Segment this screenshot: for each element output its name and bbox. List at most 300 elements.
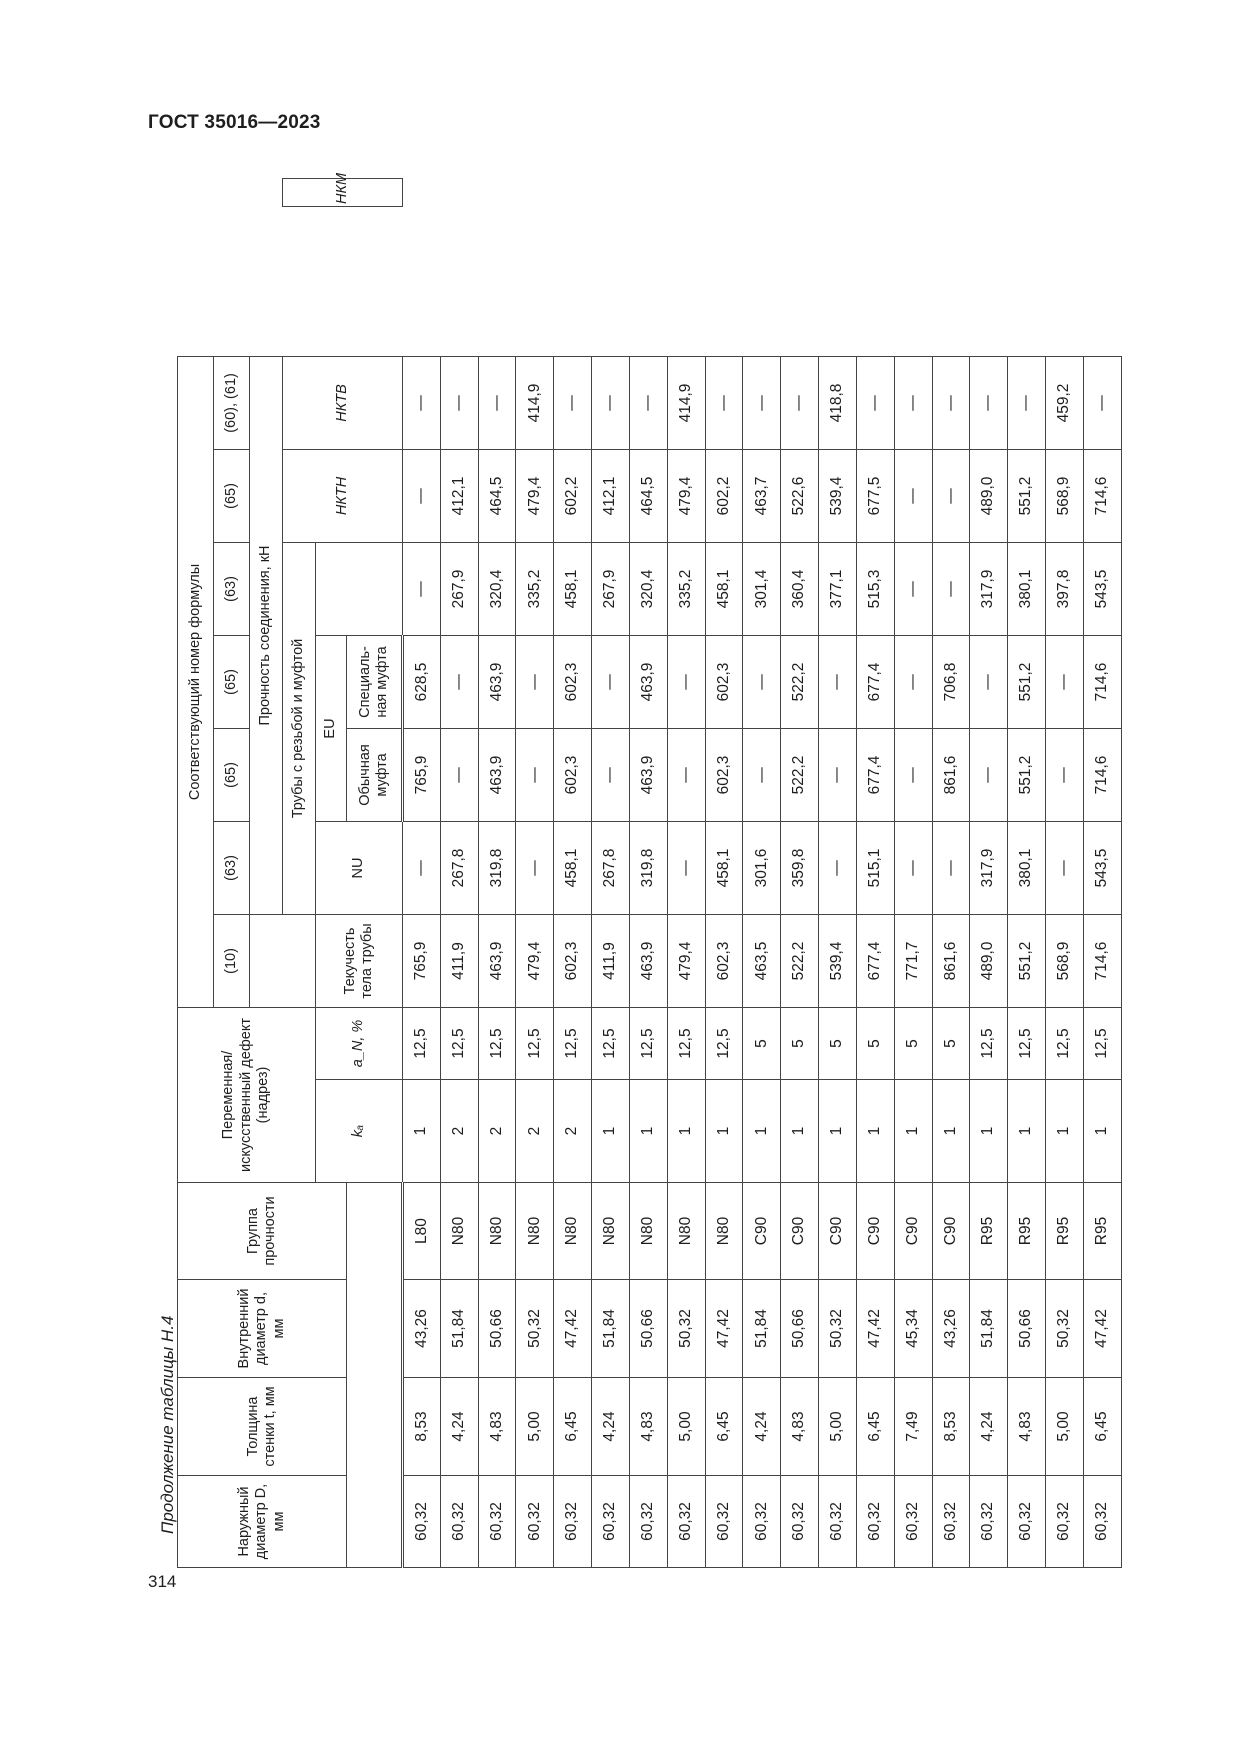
cell-nktn: 543,5 <box>1083 542 1121 635</box>
cell-wall-thickness: 4,83 <box>478 1378 516 1476</box>
row-margin <box>478 206 516 356</box>
cell-nu: — <box>894 821 932 914</box>
cell-inner-diameter: 50,66 <box>478 1280 516 1378</box>
cell-nktn: 317,9 <box>970 542 1008 635</box>
cell-eu-special: 602,3 <box>554 635 592 728</box>
cell-body-yield: 677,4 <box>856 914 894 1007</box>
cell-nu: 543,5 <box>1083 821 1121 914</box>
cell-eu-regular: 602,3 <box>554 728 592 821</box>
cell-body-yield: 568,9 <box>1046 914 1084 1007</box>
header-nu: NU <box>315 821 402 914</box>
cell-wall-thickness: 6,45 <box>554 1378 592 1476</box>
cell-wall-thickness: 4,83 <box>629 1378 667 1476</box>
cell-nktv: 522,6 <box>781 449 819 542</box>
cell-strength-group: C90 <box>856 1183 894 1280</box>
row-margin <box>1083 206 1121 356</box>
cell-nu: 267,8 <box>440 821 478 914</box>
cell-nu: 319,8 <box>478 821 516 914</box>
row-margin <box>1046 206 1084 356</box>
cell-eu-special: — <box>743 635 781 728</box>
row-margin <box>970 206 1008 356</box>
cell-an: 12,5 <box>478 1007 516 1079</box>
cell-inner-diameter: 50,32 <box>667 1280 705 1378</box>
row-margin <box>856 206 894 356</box>
cell-wall-thickness: 4,24 <box>743 1378 781 1476</box>
cell-strength-group: N80 <box>592 1183 630 1280</box>
cell-an: 12,5 <box>629 1007 667 1079</box>
cell-outer-diameter: 60,32 <box>705 1476 743 1568</box>
table-row <box>856 179 894 1568</box>
cell-body-yield: 765,9 <box>402 914 440 1007</box>
cell-strength-group: N80 <box>554 1183 592 1280</box>
cell-eu-special: 714,6 <box>1083 635 1121 728</box>
row-margin <box>819 206 857 356</box>
cell-outer-diameter: 60,32 <box>1008 1476 1046 1568</box>
cell-nu: 301,6 <box>743 821 781 914</box>
cell-wall-thickness: 5,00 <box>819 1378 857 1476</box>
cell-nktv: 551,2 <box>1008 449 1046 542</box>
header-threaded-coupled: Трубы с резьбой и муфтой <box>282 542 315 914</box>
cell-wall-thickness: 5,00 <box>667 1378 705 1476</box>
header-ka: kₐ <box>315 1080 402 1183</box>
cell-ka: 1 <box>1008 1080 1046 1183</box>
cell-nkm: — <box>1008 356 1046 449</box>
strength-table <box>177 172 1122 1568</box>
cell-outer-diameter: 60,32 <box>516 1476 554 1568</box>
cell-strength-group: C90 <box>781 1183 819 1280</box>
cell-nktv: 464,5 <box>629 449 667 542</box>
formula-code-3: (65) <box>214 728 249 821</box>
table-row <box>629 179 667 1568</box>
cell-nkm: — <box>781 356 819 449</box>
cell-strength-group: R95 <box>970 1183 1008 1280</box>
cell-nkm: 414,9 <box>667 356 705 449</box>
cell-nu: — <box>667 821 705 914</box>
header-regular-coupling: Обычная муфта <box>346 728 402 821</box>
cell-nkm: — <box>856 356 894 449</box>
cell-eu-special: — <box>1046 635 1084 728</box>
cell-inner-diameter: 50,32 <box>1046 1280 1084 1378</box>
row-margin <box>554 206 592 356</box>
header-an: a_N, % <box>315 1007 402 1079</box>
cell-body-yield: 771,7 <box>894 914 932 1007</box>
cell-nktv: 539,4 <box>819 449 857 542</box>
header-nktv: НКТВ <box>282 356 402 449</box>
cell-eu-regular: — <box>894 728 932 821</box>
cell-outer-diameter: 60,32 <box>440 1476 478 1568</box>
cell-eu-regular: — <box>1046 728 1084 821</box>
cell-eu-regular: 677,4 <box>856 728 894 821</box>
cell-eu-regular: 551,2 <box>1008 728 1046 821</box>
cell-inner-diameter: 47,42 <box>554 1280 592 1378</box>
cell-an: 12,5 <box>1008 1007 1046 1079</box>
cell-eu-special: — <box>667 635 705 728</box>
cell-ka: 1 <box>894 1080 932 1183</box>
cell-an: 12,5 <box>592 1007 630 1079</box>
cell-body-yield: 411,9 <box>440 914 478 1007</box>
cell-nkm: — <box>478 356 516 449</box>
rotated-table-wrapper <box>177 172 1122 1568</box>
cell-an: 5 <box>856 1007 894 1079</box>
cell-ka: 2 <box>554 1080 592 1183</box>
cell-eu-regular: — <box>516 728 554 821</box>
cell-outer-diameter: 60,32 <box>1046 1476 1084 1568</box>
cell-an: 12,5 <box>402 1007 440 1079</box>
row-margin <box>516 206 554 356</box>
cell-wall-thickness: 6,45 <box>705 1378 743 1476</box>
cell-eu-special: 551,2 <box>1008 635 1046 728</box>
cell-nktv: — <box>932 449 970 542</box>
cell-body-yield: 463,9 <box>478 914 516 1007</box>
cell-nkm: — <box>554 356 592 449</box>
cell-nu: — <box>819 821 857 914</box>
cell-body-yield: 861,6 <box>932 914 970 1007</box>
row-margin <box>629 206 667 356</box>
row-margin <box>781 206 819 356</box>
cell-eu-special: — <box>819 635 857 728</box>
cell-ka: 1 <box>629 1080 667 1183</box>
cell-wall-thickness: 4,24 <box>440 1378 478 1476</box>
formula-code-2: (63) <box>214 821 249 914</box>
cell-ka: 1 <box>1046 1080 1084 1183</box>
cell-nu: 317,9 <box>970 821 1008 914</box>
cell-nkm: — <box>743 356 781 449</box>
cell-nktv: — <box>402 449 440 542</box>
cell-nkm: — <box>440 356 478 449</box>
header-strength-group: Группа прочности <box>178 1183 347 1280</box>
cell-ka: 1 <box>667 1080 705 1183</box>
cell-an: 5 <box>819 1007 857 1079</box>
cell-nktn: — <box>932 542 970 635</box>
cell-nktn: 458,1 <box>705 542 743 635</box>
cell-nkm: 418,8 <box>819 356 857 449</box>
cell-nktn: 267,9 <box>592 542 630 635</box>
cell-nu: — <box>1046 821 1084 914</box>
row-margin <box>402 206 440 356</box>
cell-eu-special: — <box>440 635 478 728</box>
cell-outer-diameter: 60,32 <box>592 1476 630 1568</box>
table-row <box>970 179 1008 1568</box>
cell-eu-special: 628,5 <box>402 635 440 728</box>
table-row <box>516 179 554 1568</box>
cell-inner-diameter: 47,42 <box>1083 1280 1121 1378</box>
cell-ka: 1 <box>1083 1080 1121 1183</box>
cell-strength-group: C90 <box>894 1183 932 1280</box>
cell-eu-special: 677,4 <box>856 635 894 728</box>
cell-body-yield: 479,4 <box>667 914 705 1007</box>
cell-ka: 1 <box>705 1080 743 1183</box>
cell-eu-regular: — <box>819 728 857 821</box>
cell-inner-diameter: 51,84 <box>970 1280 1008 1378</box>
cell-nu: 458,1 <box>554 821 592 914</box>
cell-nktn: 267,9 <box>440 542 478 635</box>
cell-eu-regular: 714,6 <box>1083 728 1121 821</box>
cell-eu-regular: 602,3 <box>705 728 743 821</box>
cell-strength-group: R95 <box>1046 1183 1084 1280</box>
cell-ka: 1 <box>819 1080 857 1183</box>
cell-nu: 319,8 <box>629 821 667 914</box>
cell-nktv: 479,4 <box>516 449 554 542</box>
cell-nktn: 458,1 <box>554 542 592 635</box>
header-nktn: НКТН <box>282 449 402 542</box>
cell-ka: 1 <box>970 1080 1008 1183</box>
cell-nu: — <box>932 821 970 914</box>
cell-nktn: 335,2 <box>516 542 554 635</box>
cell-nkm: 459,2 <box>1046 356 1084 449</box>
row-margin <box>667 206 705 356</box>
cell-nktv: 463,7 <box>743 449 781 542</box>
cell-nktv: — <box>894 449 932 542</box>
cell-nktn: 397,8 <box>1046 542 1084 635</box>
table-row <box>743 179 781 1568</box>
header-formula-number: Соответствующий номер формулы <box>178 356 214 1007</box>
table-row <box>781 179 819 1568</box>
cell-an: 5 <box>781 1007 819 1079</box>
cell-body-yield: 714,6 <box>1083 914 1121 1007</box>
cell-strength-group: N80 <box>667 1183 705 1280</box>
cell-inner-diameter: 50,32 <box>516 1280 554 1378</box>
cell-wall-thickness: 4,83 <box>1008 1378 1046 1476</box>
formula-blank-cell <box>249 914 315 1007</box>
cell-eu-regular: 765,9 <box>402 728 440 821</box>
cell-an: 12,5 <box>440 1007 478 1079</box>
cell-strength-group: N80 <box>516 1183 554 1280</box>
cell-ka: 2 <box>440 1080 478 1183</box>
cell-nkm: — <box>629 356 667 449</box>
cell-wall-thickness: 8,53 <box>932 1378 970 1476</box>
cell-eu-special: 706,8 <box>932 635 970 728</box>
cell-an: 12,5 <box>705 1007 743 1079</box>
cell-eu-special: — <box>516 635 554 728</box>
cell-inner-diameter: 47,42 <box>705 1280 743 1378</box>
cell-wall-thickness: 5,00 <box>516 1378 554 1476</box>
cell-an: 12,5 <box>1046 1007 1084 1079</box>
cell-an: 5 <box>894 1007 932 1079</box>
cell-body-yield: 539,4 <box>819 914 857 1007</box>
cell-nkm: — <box>402 356 440 449</box>
cell-eu-regular: — <box>592 728 630 821</box>
cell-inner-diameter: 50,32 <box>819 1280 857 1378</box>
header-wall-thickness: Толщина стенки t, мм <box>178 1378 347 1476</box>
cell-nktn: 335,2 <box>667 542 705 635</box>
header-body-yield: Текучесть тела трубы <box>315 914 402 1007</box>
cell-nkm: — <box>970 356 1008 449</box>
cell-outer-diameter: 60,32 <box>402 1476 440 1568</box>
cell-ka: 2 <box>516 1080 554 1183</box>
cell-body-yield: 602,3 <box>705 914 743 1007</box>
cell-outer-diameter: 60,32 <box>932 1476 970 1568</box>
cell-ka: 1 <box>592 1080 630 1183</box>
cell-an: 12,5 <box>667 1007 705 1079</box>
cell-strength-group: N80 <box>705 1183 743 1280</box>
cell-nu: 458,1 <box>705 821 743 914</box>
cell-wall-thickness: 4,24 <box>592 1378 630 1476</box>
cell-eu-regular: — <box>440 728 478 821</box>
table-row <box>554 179 592 1568</box>
cell-eu-regular: — <box>743 728 781 821</box>
table-row <box>705 179 743 1568</box>
cell-nu: 380,1 <box>1008 821 1046 914</box>
table-row <box>819 179 857 1568</box>
cell-strength-group: R95 <box>1083 1183 1121 1280</box>
cell-an: 5 <box>743 1007 781 1079</box>
header-eu: EU <box>315 635 346 821</box>
cell-nktv: 677,5 <box>856 449 894 542</box>
cell-nktv: 412,1 <box>592 449 630 542</box>
cell-outer-diameter: 60,32 <box>1083 1476 1121 1568</box>
cell-wall-thickness: 7,49 <box>894 1378 932 1476</box>
row-margin <box>440 206 478 356</box>
cell-wall-thickness: 5,00 <box>1046 1378 1084 1476</box>
cell-body-yield: 522,2 <box>781 914 819 1007</box>
cell-outer-diameter: 60,32 <box>856 1476 894 1568</box>
cell-eu-special: 602,3 <box>705 635 743 728</box>
cell-inner-diameter: 51,84 <box>743 1280 781 1378</box>
table-row <box>592 179 630 1568</box>
cell-nktv: 568,9 <box>1046 449 1084 542</box>
cell-body-yield: 463,5 <box>743 914 781 1007</box>
cell-an: 5 <box>932 1007 970 1079</box>
header-nkm: НКМ <box>282 179 402 207</box>
cell-outer-diameter: 60,32 <box>554 1476 592 1568</box>
cell-nktv: 714,6 <box>1083 449 1121 542</box>
cell-nktn: 380,1 <box>1008 542 1046 635</box>
cell-nktv: 479,4 <box>667 449 705 542</box>
table-row <box>478 179 516 1568</box>
cell-nktn: 515,3 <box>856 542 894 635</box>
table-row <box>440 179 478 1568</box>
cell-inner-diameter: 50,66 <box>1008 1280 1046 1378</box>
cell-strength-group: C90 <box>932 1183 970 1280</box>
cell-nktv: 489,0 <box>970 449 1008 542</box>
cell-outer-diameter: 60,32 <box>819 1476 857 1568</box>
cell-nktv: 602,2 <box>554 449 592 542</box>
cell-eu-regular: — <box>667 728 705 821</box>
row-margin <box>705 206 743 356</box>
cell-body-yield: 463,9 <box>629 914 667 1007</box>
cell-wall-thickness: 6,45 <box>856 1378 894 1476</box>
table-row <box>667 179 705 1568</box>
cell-eu-special: — <box>970 635 1008 728</box>
cell-nkm: — <box>932 356 970 449</box>
cell-ka: 1 <box>932 1080 970 1183</box>
cell-outer-diameter: 60,32 <box>894 1476 932 1568</box>
cell-outer-diameter: 60,32 <box>478 1476 516 1568</box>
header-inner-diameter: Внутренний диаметр d, мм <box>178 1280 347 1378</box>
header-defect: Переменная/ искусственный дефект (надрез) <box>178 1007 316 1182</box>
cell-inner-diameter: 51,84 <box>592 1280 630 1378</box>
cell-nkm: — <box>1083 356 1121 449</box>
header-special-coupling: Специаль- ная муфта <box>346 635 402 728</box>
cell-inner-diameter: 43,26 <box>932 1280 970 1378</box>
document-header: ГОСТ 35016—2023 <box>148 112 321 133</box>
blank-margin <box>178 206 403 356</box>
formula-code-4: (65) <box>214 635 249 728</box>
cell-inner-diameter: 45,34 <box>894 1280 932 1378</box>
row-margin <box>894 206 932 356</box>
cell-an: 12,5 <box>516 1007 554 1079</box>
cell-nktv: 412,1 <box>440 449 478 542</box>
cell-inner-diameter: 43,26 <box>402 1280 440 1378</box>
cell-outer-diameter: 60,32 <box>970 1476 1008 1568</box>
cell-strength-group: R95 <box>1008 1183 1046 1280</box>
cell-wall-thickness: 4,83 <box>781 1378 819 1476</box>
cell-body-yield: 602,3 <box>554 914 592 1007</box>
cell-strength-group: L80 <box>402 1183 440 1280</box>
cell-body-yield: 479,4 <box>516 914 554 1007</box>
table-row <box>1008 179 1046 1568</box>
cell-inner-diameter: 51,84 <box>440 1280 478 1378</box>
cell-strength-group: N80 <box>629 1183 667 1280</box>
cell-outer-diameter: 60,32 <box>667 1476 705 1568</box>
cell-nkm: — <box>705 356 743 449</box>
cell-inner-diameter: 50,66 <box>781 1280 819 1378</box>
cell-ka: 2 <box>478 1080 516 1183</box>
cell-wall-thickness: 4,24 <box>970 1378 1008 1476</box>
cell-nktv: 464,5 <box>478 449 516 542</box>
cell-body-yield: 489,0 <box>970 914 1008 1007</box>
formula-code-6: (65) <box>214 449 249 542</box>
cell-nu: — <box>516 821 554 914</box>
cell-body-yield: 411,9 <box>592 914 630 1007</box>
cell-nkm: — <box>894 356 932 449</box>
cell-wall-thickness: 6,45 <box>1083 1378 1121 1476</box>
cell-nu: 267,8 <box>592 821 630 914</box>
table-row <box>932 179 970 1568</box>
cell-nu: 359,8 <box>781 821 819 914</box>
cell-an: 12,5 <box>554 1007 592 1079</box>
cell-nkm: 414,9 <box>516 356 554 449</box>
header-spacer <box>346 1183 402 1568</box>
cell-nkm: — <box>592 356 630 449</box>
cell-nktn: 360,4 <box>781 542 819 635</box>
cell-eu-special: 522,2 <box>781 635 819 728</box>
cell-nktn: — <box>402 542 440 635</box>
cell-nu: — <box>402 821 440 914</box>
cell-an: 12,5 <box>970 1007 1008 1079</box>
cell-ka: 1 <box>856 1080 894 1183</box>
cell-ka: 1 <box>402 1080 440 1183</box>
cell-eu-regular: 861,6 <box>932 728 970 821</box>
formula-code-7: (60), (61) <box>214 356 249 449</box>
row-margin <box>743 206 781 356</box>
table-caption: Продолжение таблицы Н.4 <box>158 1315 177 1534</box>
row-margin <box>1008 206 1046 356</box>
cell-eu-regular: 463,9 <box>629 728 667 821</box>
cell-strength-group: N80 <box>478 1183 516 1280</box>
row-margin <box>592 206 630 356</box>
cell-strength-group: C90 <box>743 1183 781 1280</box>
cell-inner-diameter: 50,66 <box>629 1280 667 1378</box>
cell-an: 12,5 <box>1083 1007 1121 1079</box>
cell-wall-thickness: 8,53 <box>402 1378 440 1476</box>
cell-outer-diameter: 60,32 <box>743 1476 781 1568</box>
page-number: 314 <box>148 1572 177 1591</box>
cell-nktn: 301,4 <box>743 542 781 635</box>
cell-outer-diameter: 60,32 <box>629 1476 667 1568</box>
formula-code-5: (63) <box>214 542 249 635</box>
cell-nktn: — <box>894 542 932 635</box>
cell-body-yield: 551,2 <box>1008 914 1046 1007</box>
cell-ka: 1 <box>781 1080 819 1183</box>
cell-nktn: 377,1 <box>819 542 857 635</box>
cell-nu: 515,1 <box>856 821 894 914</box>
cell-eu-special: — <box>894 635 932 728</box>
formula-code-1: (10) <box>214 914 249 1007</box>
table-row <box>894 179 932 1568</box>
cell-eu-regular: 463,9 <box>478 728 516 821</box>
table-row <box>1046 179 1084 1568</box>
